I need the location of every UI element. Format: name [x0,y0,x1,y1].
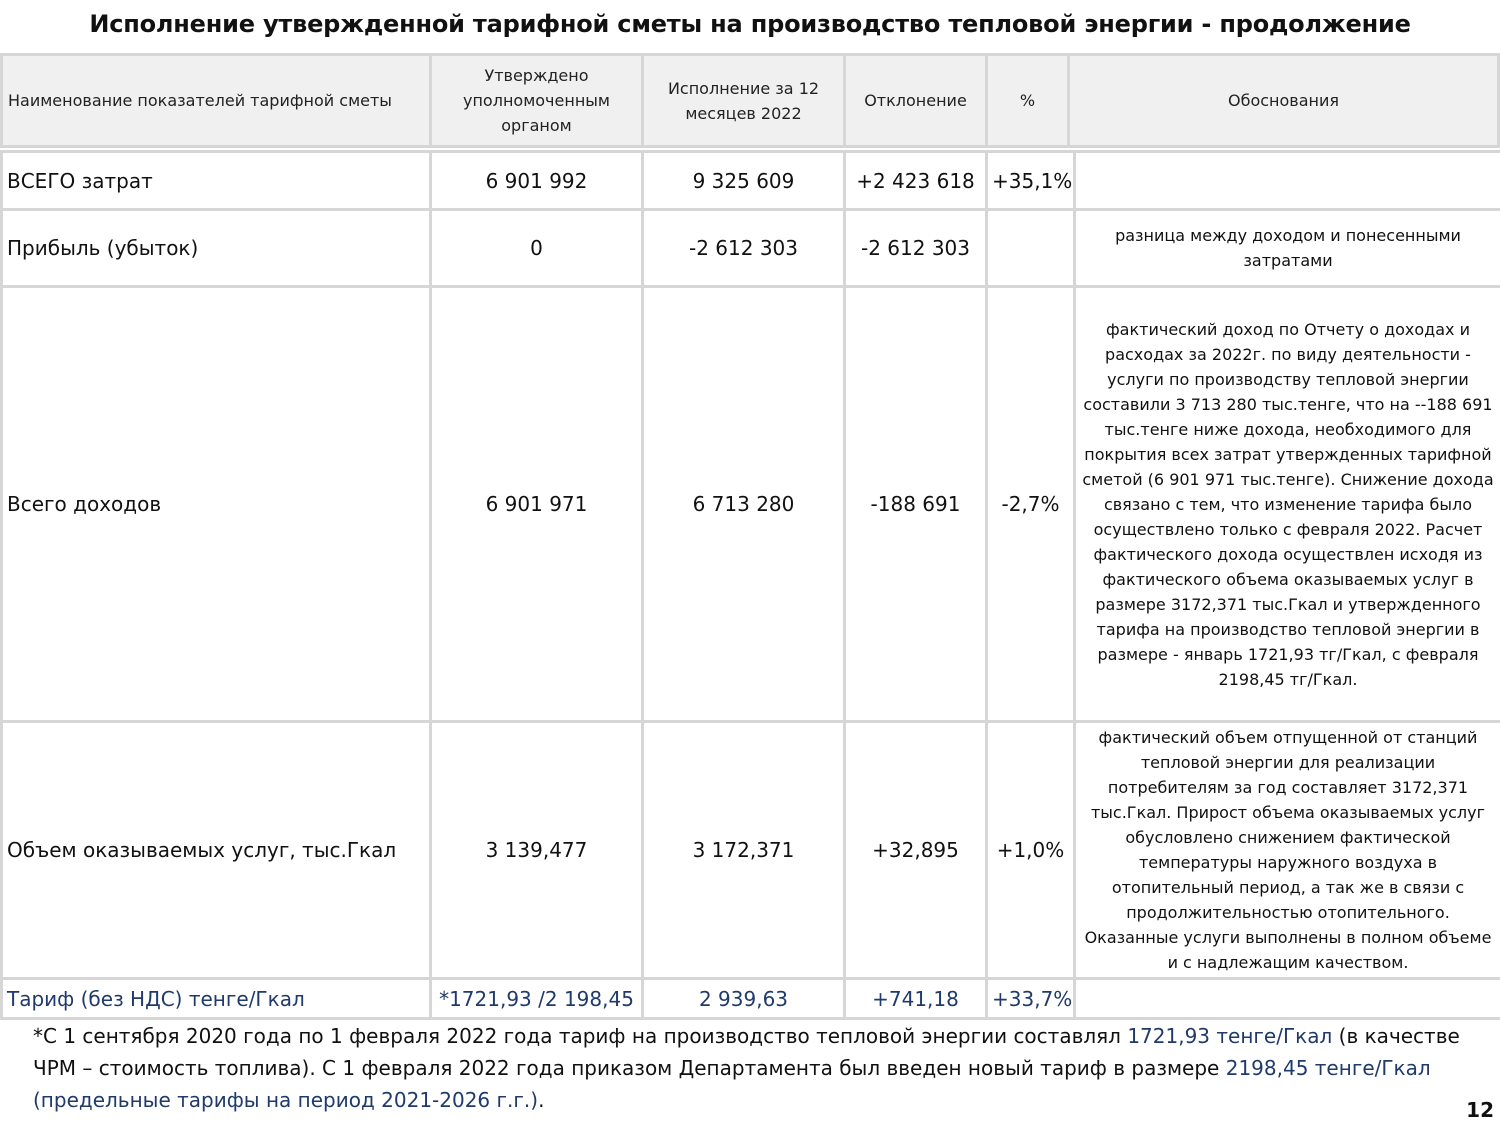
table-row [3,153,1500,211]
footnote-text: . [538,1088,545,1112]
footnote-text: (в качестве ЧРМ – стоимость топлива). С 1 февраля 2022 года приказом Департамента был введен новый тариф в размере [33,1024,1460,1080]
row-name: Объем оказываемых услуг, тыс.Гкал [3,723,432,980]
table-row [3,723,1500,980]
row-actual: 2 939,63 [644,980,846,1020]
row-approved: 6 901 992 [432,153,644,211]
table-row [3,211,1500,288]
row-note: разница между доходом и понесенными затратами [1076,211,1500,288]
row-note: фактический доход по Отчету о доходах и расходах за 2022г. по виду деятельности - услуги по производству тепловой энергии составили 3 713 280 тыс.тенге, что на --188 691 тыс.тенге ниже дохода, необходимого для покрытия всех затрат утвержденных тарифной сметой (6 901 971 тыс.тенге). Снижение дохода связано с тем, что изменение тарифа было осуществлено только с февраля 2022. Расчет фактического дохода осуществлен исходя из фактического объема оказываемых услуг в размере 3172,371 тыс.Гкал и утвержденного тарифа на производство тепловой энергии в размере - январь 1721,93 тг/Гкал, с февраля 2198,45 тг/Гкал. [1076,288,1500,723]
row-approved: 6 901 971 [432,288,644,723]
row-approved: 0 [432,211,644,288]
row-approved: 3 139,477 [432,723,644,980]
tariff-table [0,150,1500,1020]
footnote [33,1020,1473,1116]
row-percent: +35,1% [988,153,1076,211]
column-header-deviation: Отклонение [846,56,988,145]
row-actual: 6 713 280 [644,288,846,723]
row-approved: *1721,93 /2 198,45 [432,980,644,1020]
column-header-percent: % [988,56,1070,145]
column-header-approved: Утверждено уполномоченным органом [432,56,644,145]
column-header-actual: Исполнение за 12 месяцев 2022 [644,56,846,145]
row-percent: -2,7% [988,288,1076,723]
footnote-text: *С 1 сентября 2020 года по 1 февраля 2022 года тариф на производство тепловой энергии составлял [33,1024,1128,1048]
row-name: Всего доходов [3,288,432,723]
row-actual: -2 612 303 [644,211,846,288]
row-name: Тариф (без НДС) тенге/Гкал [3,980,432,1020]
row-percent: +33,7% [988,980,1076,1020]
footnote-old-tariff: 1721,93 тенге/Гкал [1127,1024,1333,1048]
table-row [3,288,1500,723]
row-deviation: +32,895 [846,723,988,980]
row-deviation: +2 423 618 [846,153,988,211]
row-deviation: -2 612 303 [846,211,988,288]
column-header-name: Наименование показателей тарифной сметы [3,56,432,145]
row-percent [988,211,1076,288]
row-note [1076,980,1500,1020]
row-note [1076,153,1500,211]
page-number: 12 [1466,1098,1494,1122]
row-note: фактический объем отпущенной от станций тепловой энергии для реализации потребителям за год составляет 3172,371 тыс.Гкал. Прирост объема оказываемых услуг обусловлено снижением фактической температуры наружного воздуха в отопительный период, а так же в связи с продолжительностью отопительного. Оказанные услуги выполнены в полном объеме и с надлежащим качеством. [1076,723,1500,980]
row-deviation: +741,18 [846,980,988,1020]
table-row [3,980,1500,1020]
page-title: Исполнение утвержденной тарифной сметы на производство тепловой энергии - продолжение [89,10,1411,38]
footnote-new-tariff: 2198,45 тенге/Гкал (предельные тарифы на период 2021-2026 г.г.) [33,1056,1431,1112]
row-percent: +1,0% [988,723,1076,980]
row-actual: 3 172,371 [644,723,846,980]
column-header-justification: Обоснования [1227,91,1339,110]
row-deviation: -188 691 [846,288,988,723]
row-name: ВСЕГО затрат [3,153,432,211]
row-name: Прибыль (убыток) [3,211,432,288]
table-header [0,53,1500,148]
row-actual: 9 325 609 [644,153,846,211]
